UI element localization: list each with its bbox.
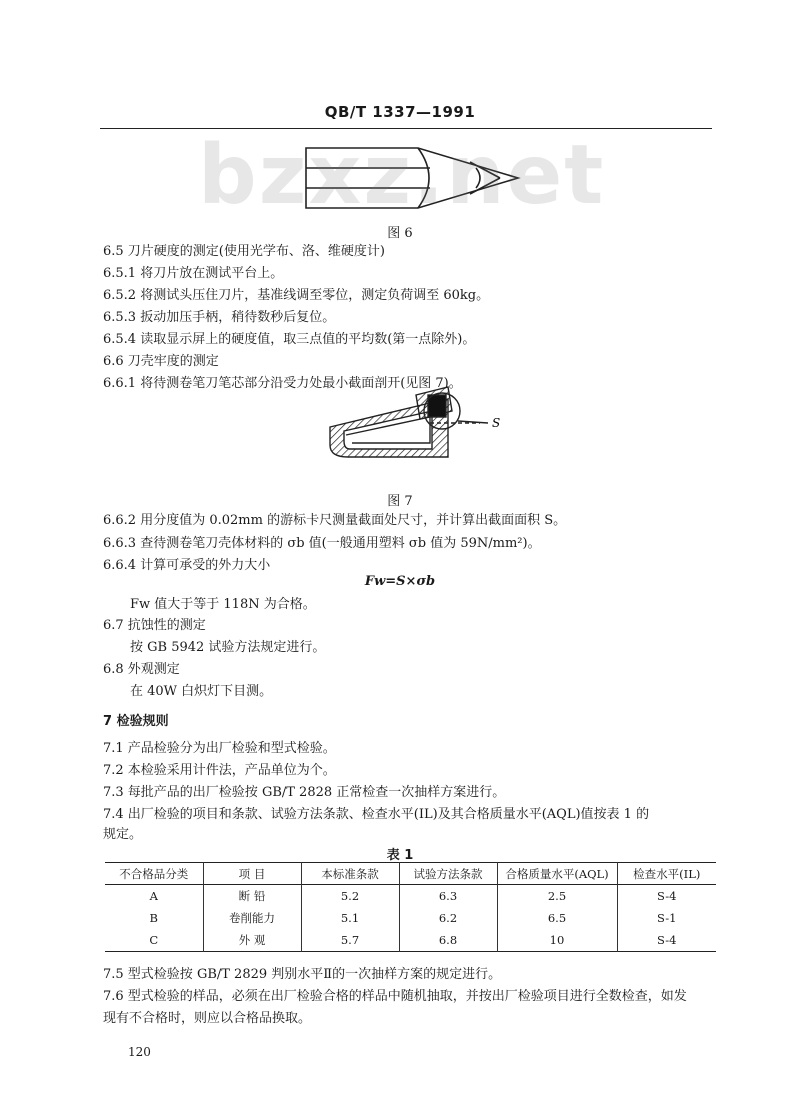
section-7-4-cont: 规定。 <box>103 827 143 842</box>
table-header-cell: 合格质量水平(AQL) <box>497 863 617 885</box>
page-header: QB/T 1337—1991 <box>324 103 476 121</box>
section-6-7-body: 按 GB 5942 试验方法规定进行。 <box>130 640 326 655</box>
section-7-5: 7.5 型式检验按 GB/T 2829 判别水平Ⅱ的一次抽样方案的规定进行。 <box>103 967 502 982</box>
section-6-6-4: 6.6.4 计算可承受的外力大小 <box>103 558 271 573</box>
section-7-2: 7.2 本检验采用计件法，产品单位为个。 <box>103 763 336 778</box>
table-cell: A <box>149 889 158 903</box>
table-row <box>105 885 716 908</box>
table-cell: 5.7 <box>301 929 399 952</box>
table-header-cell: 试验方法条款 <box>399 863 497 885</box>
page-number: 120 <box>128 1045 151 1059</box>
table-cell: 6.2 <box>399 907 497 929</box>
table-cell: 6.3 <box>399 885 497 908</box>
section-6-5-4: 6.5.4 读取显示屏上的硬度值，取三点值的平均数(第一点除外)。 <box>103 332 476 347</box>
table-cell: S-1 <box>617 907 716 929</box>
table-cell: S-4 <box>617 929 716 952</box>
table-header-cell: 项 目 <box>203 863 301 885</box>
section-7-6: 7.6 型式检验的样品，必须在出厂检验合格的样品中随机抽取，并按出厂检验项目进行全数检查，如发 <box>103 989 687 1004</box>
table-row <box>105 907 716 929</box>
table-cell: C <box>149 933 159 947</box>
table-cell: 10 <box>497 929 617 952</box>
table-row <box>105 929 716 952</box>
section-6-5-2: 6.5.2 将测试头压住刀片，基准线调至零位，测定负荷调至 60kg。 <box>103 288 490 303</box>
table-cell: 6.8 <box>399 929 497 952</box>
table-1-title: 表 1 <box>386 848 414 863</box>
section-6-5-title: 6.5 刀片硬度的测定(使用光学布、洛、维硬度计) <box>103 244 385 259</box>
section-7-title: 7 检验规则 <box>103 714 169 729</box>
table-header-cell: 不合格品分类 <box>119 866 189 881</box>
section-6-7-title: 6.7 抗蚀性的测定 <box>103 618 206 633</box>
section-6-5-3: 6.5.3 扳动加压手柄，稍待数秒后复位。 <box>103 310 336 325</box>
section-7-4: 7.4 出厂检验的项目和条款、试验方法条款、检查水平(IL)及其合格质量水平(AQL)值按表 1 的 <box>103 807 650 822</box>
figure-7-section-diagram <box>320 385 520 475</box>
section-7-1: 7.1 产品检验分为出厂检验和型式检验。 <box>103 741 336 756</box>
figure-7-caption: 图 7 <box>387 494 413 509</box>
section-7-6-cont: 现有不合格时，则应以合格品换取。 <box>103 1011 312 1026</box>
figure-6-caption: 图 6 <box>387 226 413 241</box>
table-header-cell: 检查水平(IL) <box>617 863 716 885</box>
table-cell: B <box>149 911 158 925</box>
table-cell: 6.5 <box>497 907 617 929</box>
table-cell: 2.5 <box>497 885 617 908</box>
watermark: bzxz.net <box>198 128 606 223</box>
section-6-6-2: 6.6.2 用分度值为 0.02mm 的游标卡尺测量截面处尺寸，并计算出截面面积 S。 <box>103 513 567 528</box>
table-cell: 外 观 <box>203 929 301 952</box>
table-1 <box>105 862 716 952</box>
table-cell: S-4 <box>617 885 716 908</box>
table-header-cell: 本标准条款 <box>301 863 399 885</box>
table-cell: 5.1 <box>301 907 399 929</box>
section-6-6-3: 6.6.3 查待测卷笔刀壳体材料的 σb 值(一般通用塑料 σb 值为 59N/mm²)。 <box>103 536 541 551</box>
section-6-5-1: 6.5.1 将刀片放在测试平台上。 <box>103 266 284 281</box>
section-6-8-body: 在 40W 白炽灯下目测。 <box>130 684 273 699</box>
table-cell: 卷削能力 <box>203 907 301 929</box>
table-cell: 断 铅 <box>203 885 301 908</box>
section-6-6-1: 6.6.1 将待测卷笔刀笔芯部分沿受力处最小截面剖开(见图 7)。 <box>103 376 462 391</box>
section-6-6-title: 6.6 刀壳牢度的测定 <box>103 354 219 369</box>
formula-note: Fw 值大于等于 118N 为合格。 <box>130 597 316 612</box>
formula: Fw=S×σb <box>364 574 436 589</box>
section-7-3: 7.3 每批产品的出厂检验按 GB/T 2828 正常检查一次抽样方案进行。 <box>103 785 506 800</box>
section-6-8-title: 6.8 外观测定 <box>103 662 180 677</box>
table-header-row <box>105 863 716 885</box>
figure-7-label-s: S <box>492 416 501 430</box>
table-cell: 5.2 <box>301 885 399 908</box>
